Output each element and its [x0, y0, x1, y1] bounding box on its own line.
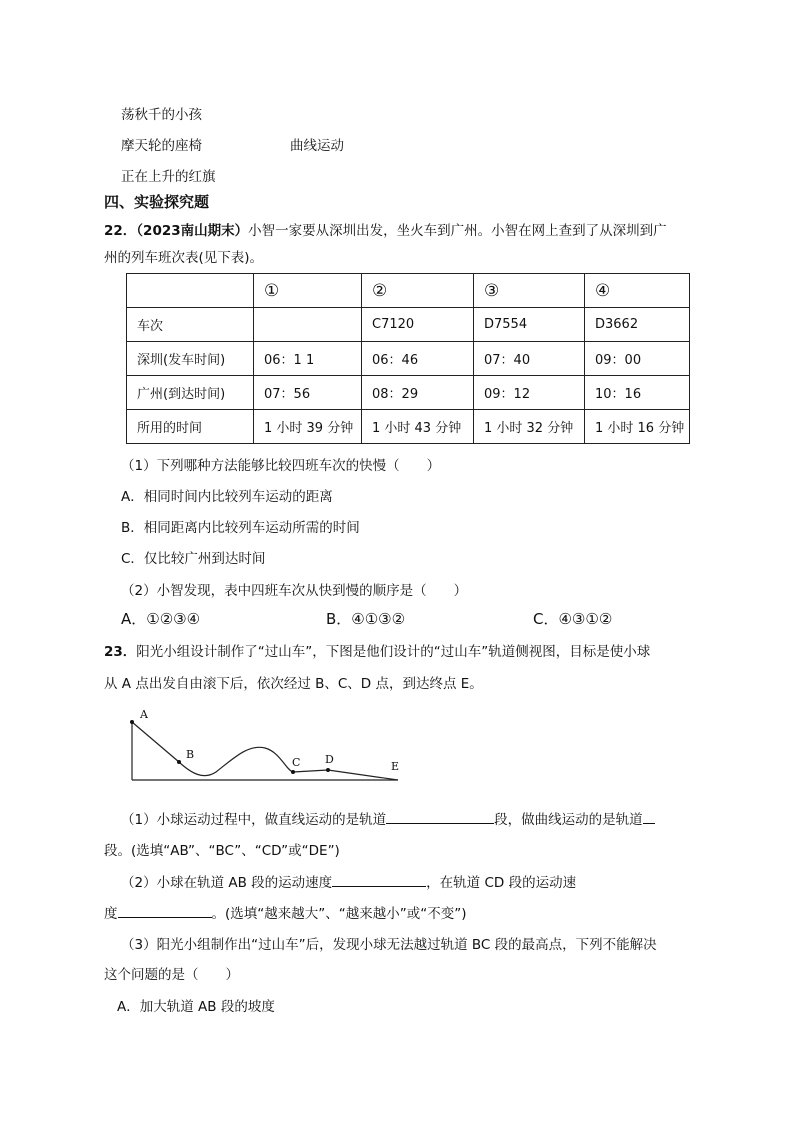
q23-sub2-line1: [121, 871, 576, 891]
answer-blank[interactable]: [386, 809, 494, 824]
point-d: [326, 768, 330, 772]
table-row: [127, 410, 690, 444]
q22-text: 小智一家要从深圳出发，坐火车到广州。小智在网上查到了从深圳到广: [248, 223, 667, 239]
answer-blank[interactable]: [332, 872, 426, 887]
q23-sub1-line2: 段。(选填“AB”、“BC”、“CD”或“DE”): [104, 843, 340, 859]
table-cell: [127, 274, 254, 308]
q23-sub3-option-a: A．加大轨道 AB 段的坡度: [117, 999, 275, 1015]
table-cell: ③: [474, 274, 585, 308]
q23-sub1-text: （1）小球运动过程中，做直线运动的是轨道: [121, 812, 387, 828]
point-b: [177, 760, 181, 764]
answer-blank[interactable]: [118, 903, 212, 918]
table-cell: 深圳(发车时间): [127, 342, 254, 376]
q23-sub2-text: 度: [104, 906, 118, 922]
list-item: 摩天轮的座椅: [121, 138, 202, 154]
roller-coaster-track-diagram: [120, 700, 410, 790]
q22-sub2-option-c: C．④③①②: [533, 610, 613, 628]
q23-sub3-line2: 这个问题的是（ ）: [104, 967, 239, 983]
table-row: [127, 376, 690, 410]
table-header-row: [127, 274, 690, 308]
table-cell: D3662: [585, 308, 690, 342]
q22-sub2: （2）小智发现，表中四班车次从快到慢的顺序是（ ）: [121, 583, 468, 599]
q23-sub1-text: 段，做曲线运动的是轨道: [494, 812, 643, 828]
q22-sub2-option-b: B．④①③②: [326, 610, 406, 628]
label-b: B: [186, 748, 195, 761]
q22-sub1: （1）下列哪种方法能够比较四班车次的快慢（ ）: [121, 458, 441, 474]
point-a: [130, 720, 134, 724]
table-cell: 所用的时间: [127, 410, 254, 444]
q22-sub2-option-a: A．①②③④: [121, 610, 201, 628]
label-e: E: [391, 760, 400, 773]
table-cell: 09：12: [474, 376, 585, 410]
label-a: A: [140, 708, 148, 721]
q23-sub2-line2: [104, 902, 467, 922]
table-row: [127, 308, 690, 342]
q23-sub3-line1: （3）阳光小组制作出“过山车”后，发现小球无法越过轨道 BC 段的最高点，下列不能解决: [121, 937, 657, 953]
list-item-answer: 曲线运动: [290, 138, 344, 154]
train-schedule-table: [126, 273, 690, 444]
table-cell: 广州(到达时间): [127, 376, 254, 410]
table-cell: 06：46: [362, 342, 474, 376]
table-cell: 1 小时 16 分钟: [585, 410, 690, 444]
point-c: [291, 770, 295, 774]
list-item: 荡秋千的小孩: [121, 107, 202, 123]
q22-line2: 州的列车班次表(见下表)。: [104, 250, 264, 266]
q23-line1: [104, 640, 650, 660]
table-cell: 08：29: [362, 376, 474, 410]
table-cell: 10：16: [585, 376, 690, 410]
q22-number: 22．: [104, 223, 137, 239]
q23-sub2-text: （2）小球在轨道 AB 段的运动速度: [121, 875, 333, 891]
q23-sub2-text: ，在轨道 CD 段的运动速: [426, 875, 577, 891]
answer-blank[interactable]: [643, 809, 655, 824]
q22-sub1-option-c: C．仅比较广州到达时间: [121, 551, 266, 567]
table-cell: ④: [585, 274, 690, 308]
table-cell: 07：40: [474, 342, 585, 376]
table-cell: 06：1 1: [254, 342, 362, 376]
table-cell: 1 小时 43 分钟: [362, 410, 474, 444]
table-cell: 1 小时 32 分钟: [474, 410, 585, 444]
table-cell: ①: [254, 274, 362, 308]
table-cell: D7554: [474, 308, 585, 342]
q23-text: 阳光小组设计制作了“过山车”，下图是他们设计的“过山车”轨道侧视图，目标是使小球: [136, 644, 651, 660]
q22-line1: [104, 219, 667, 239]
q23-line2: 从 A 点出发自由滚下后，依次经过 B、C、D 点，到达终点 E。: [104, 676, 483, 692]
table-cell: ②: [362, 274, 474, 308]
q22-sub1-option-a: A．相同时间内比较列车运动的距离: [121, 489, 333, 505]
table-cell: C7120: [362, 308, 474, 342]
q22-source: （2023南山期末）: [136, 223, 249, 239]
q22-sub1-option-b: B．相同距离内比较列车运动所需的时间: [121, 520, 360, 536]
track-path: [132, 722, 398, 780]
list-item: 正在上升的红旗: [121, 169, 216, 185]
table-cell: [254, 308, 362, 342]
label-d: D: [325, 753, 334, 766]
table-cell: 车次: [127, 308, 254, 342]
section-title: 四、实验探究题: [104, 193, 210, 211]
label-c: C: [292, 756, 301, 769]
table-cell: 09：00: [585, 342, 690, 376]
table-cell: 1 小时 39 分钟: [254, 410, 362, 444]
q23-sub1-line1: [121, 808, 655, 828]
q23-sub2-text: 。(选填“越来越大”、“越来越小”或“不变”): [211, 906, 467, 922]
table-cell: 07：56: [254, 376, 362, 410]
table-row: [127, 342, 690, 376]
q23-number: 23．: [104, 644, 137, 660]
